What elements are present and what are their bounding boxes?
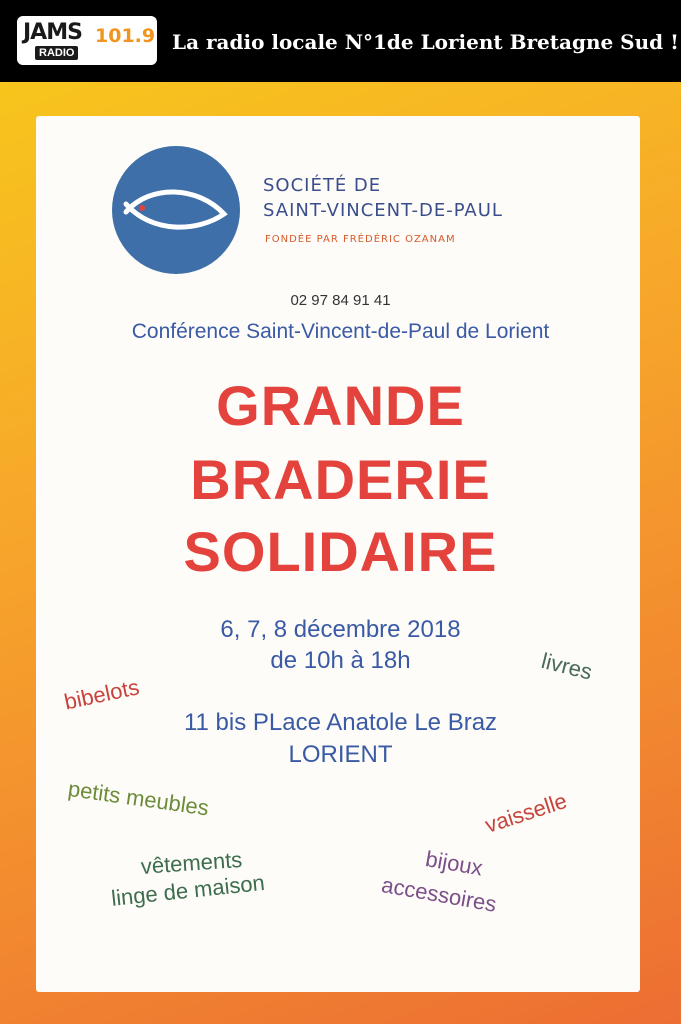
item-bijoux: bijoux [423, 846, 485, 881]
logo-radio-label: RADIO [35, 46, 78, 60]
header-bar [0, 0, 681, 82]
title-line-3: SOLIDAIRE [183, 520, 498, 583]
event-dates: 6, 7, 8 décembre 2018 [220, 616, 461, 643]
org-logo-circle [112, 146, 240, 274]
org-name-line2: SAINT-VINCENT-DE-PAUL [263, 200, 503, 221]
item-accessoires: accessoires [379, 872, 499, 917]
org-name-line1: SOCIÉTÉ DE [263, 175, 382, 196]
conference-name: Conférence Saint-Vincent-de-Paul de Lorient [131, 320, 550, 343]
item-livres: livres [538, 648, 595, 685]
event-hours: de 10h à 18h [270, 647, 411, 674]
item-vetements: vêtements [140, 846, 243, 879]
fish-icon [112, 146, 240, 274]
title-line-2: BRADERIE [190, 448, 491, 511]
event-city: LORIENT [288, 741, 393, 768]
phone-number: 02 97 84 91 41 [290, 292, 391, 309]
event-address: 11 bis PLace Anatole Le Braz [183, 709, 498, 736]
item-petits-meubles: petits meubles [66, 776, 211, 821]
item-bibelots: bibelots [62, 674, 142, 715]
title-line-1: GRANDE [216, 374, 465, 437]
item-linge-de-maison: linge de maison [110, 869, 266, 911]
radio-logo[interactable] [17, 16, 157, 65]
logo-name: JAMS [23, 20, 82, 45]
org-founded: FONDÉE PAR FRÉDÉRIC OZANAM [265, 234, 456, 245]
radio-tagline: La radio locale N°1de Lorient Bretagne Sud ! [172, 30, 679, 54]
item-vaisselle: vaisselle [482, 787, 570, 838]
logo-frequency: 101.9 [95, 25, 156, 47]
